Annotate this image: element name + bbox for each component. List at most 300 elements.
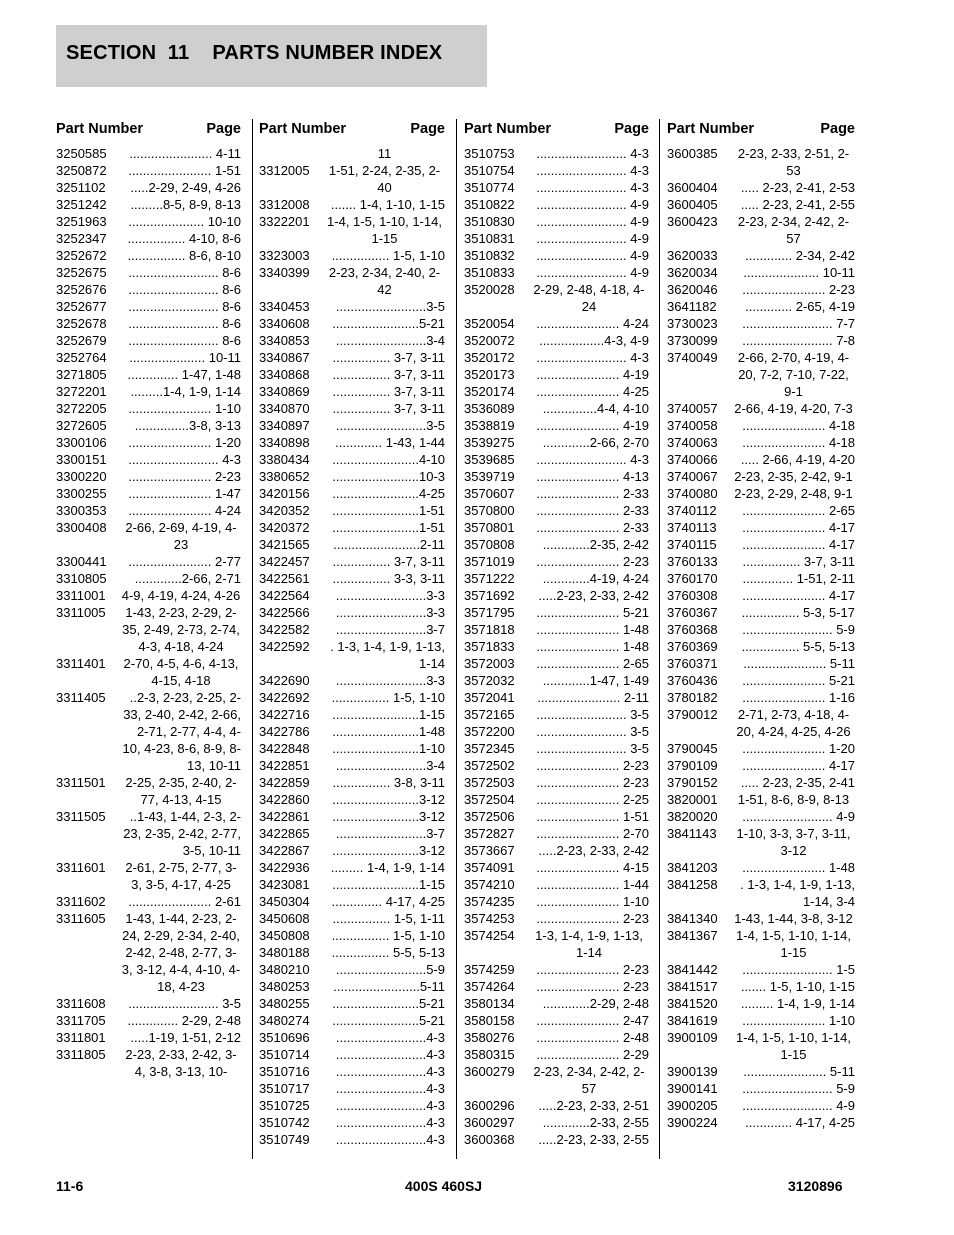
page-references: ............. 2-65, 4-19 (745, 299, 855, 314)
part-number: 3539719 (464, 469, 515, 484)
footer-doc-number: 3120896 (788, 1178, 843, 1194)
page-references: 11 (377, 146, 392, 161)
page-references: ........................5-11 (333, 979, 445, 994)
index-entry (56, 587, 241, 604)
part-number: 3570801 (464, 520, 515, 535)
index-entry (56, 196, 241, 213)
page-references: ......................... 4-9 (536, 214, 649, 229)
part-number: 3571818 (464, 622, 515, 637)
index-entry (464, 417, 649, 434)
page-references: 1-4, 1-5, 1-10, 1-14, 1-15 (736, 928, 851, 960)
page-references: .........................3-3 (335, 588, 445, 603)
part-number: 3312005 (259, 163, 310, 178)
index-entry (464, 757, 649, 774)
page-references: ................ 3-7, 3-11 (332, 384, 445, 399)
page-references: .....1-19, 1-51, 2-12 (130, 1030, 241, 1045)
page-references: ....................... 2-23 (536, 962, 649, 977)
index-entry (464, 995, 649, 1012)
index-entry (259, 1046, 445, 1063)
part-number: 3510831 (464, 231, 515, 246)
part-number: 3311602 (56, 894, 106, 909)
page-references: .............2-29, 2-48 (542, 996, 649, 1011)
index-entry (259, 638, 445, 672)
page-references: ....................... 2-65 (742, 503, 855, 518)
part-number: 3760369 (667, 639, 718, 654)
page-references: .............. 1-51, 2-11 (742, 571, 855, 586)
part-number: 3820001 (667, 792, 718, 807)
part-number: 3422851 (259, 758, 310, 773)
index-entry (667, 757, 855, 774)
index-entry (667, 774, 855, 791)
index-entry (259, 723, 445, 740)
index-entry (259, 315, 445, 332)
index-entry (259, 519, 445, 536)
page-references: ....................... 2-47 (536, 1013, 649, 1028)
page-references: ....................... 2-11 (537, 690, 649, 705)
page-references: ....... 1-4, 1-10, 1-15 (330, 197, 445, 212)
part-number: 3536089 (464, 401, 515, 416)
part-number: 3574091 (464, 860, 515, 875)
index-entry (667, 638, 855, 655)
part-number: 3252675 (56, 265, 107, 280)
part-number: 3422566 (259, 605, 310, 620)
part-number: 3900205 (667, 1098, 718, 1113)
index-column-1 (56, 119, 241, 1080)
part-number: 3271805 (56, 367, 107, 382)
part-number: 3790012 (667, 707, 718, 722)
index-entry (667, 1097, 855, 1114)
part-number: 3760170 (667, 571, 718, 586)
page-references: ......................... 4-9 (536, 248, 649, 263)
index-entry (667, 978, 855, 995)
part-number: 3422582 (259, 622, 310, 637)
part-number: 3311405 (56, 690, 106, 705)
index-entry (667, 179, 855, 196)
page-references: ............. 4-17, 4-25 (745, 1115, 855, 1130)
index-entry (259, 451, 445, 468)
page-heading: Page (410, 121, 445, 137)
part-number: 3571019 (464, 554, 515, 569)
page-references: ........................2-11 (333, 537, 445, 552)
part-number: 3340897 (259, 418, 310, 433)
part-number: 3252672 (56, 248, 107, 263)
part-number: 3539275 (464, 435, 515, 450)
index-entry (667, 791, 855, 808)
index-entry (259, 893, 445, 910)
page-references: 2-66, 2-69, 4-19, 4-23 (125, 520, 237, 552)
page-references: ............. 1-43, 1-44 (335, 435, 445, 450)
index-entry (259, 587, 445, 604)
page-references: 1-3, 1-4, 1-9, 1-13, 1-14 (535, 928, 643, 960)
page-references: 2-71, 2-73, 4-18, 4-20, 4-24, 4-25, 4-26 (736, 707, 851, 739)
index-entry (259, 366, 445, 383)
part-number: 3580276 (464, 1030, 515, 1045)
part-number: 3422716 (259, 707, 310, 722)
part-number: 3572041 (464, 690, 515, 705)
index-entry (464, 672, 649, 689)
index-entry (667, 1029, 855, 1063)
part-number: 3841442 (667, 962, 718, 977)
page-references: ................ 3-7, 3-11 (332, 401, 445, 416)
index-entry (56, 247, 241, 264)
part-number: 3574253 (464, 911, 515, 926)
page-references: ....................... 1-47 (128, 486, 241, 501)
part-number: 3841520 (667, 996, 718, 1011)
page-references: ................ 3-7, 3-11 (332, 554, 445, 569)
index-entry (464, 1097, 649, 1114)
page-references: 2-23, 2-34, 2-40, 2-42 (328, 265, 441, 297)
part-number: 3574210 (464, 877, 515, 892)
part-number: 3480253 (259, 979, 310, 994)
part-number: 3250585 (56, 146, 107, 161)
page-references: ......................... 3-5 (536, 741, 649, 756)
part-number: 3572200 (464, 724, 515, 739)
index-entry (667, 468, 855, 485)
page-references: .....2-23, 2-33, 2-51 (538, 1098, 649, 1113)
page-references: ....................... 2-61 (128, 894, 241, 909)
index-entry (464, 910, 649, 927)
index-column-2 (259, 119, 445, 1148)
page-references: ....................... 4-15 (536, 860, 649, 875)
index-entry (259, 434, 445, 451)
part-number: 3311608 (56, 996, 106, 1011)
part-number: 3841143 (667, 826, 717, 841)
index-entry (56, 281, 241, 298)
part-number: 3272605 (56, 418, 107, 433)
index-entry (464, 689, 649, 706)
part-number: 3570800 (464, 503, 515, 518)
index-entry (667, 655, 855, 672)
page-references: 1-51, 2-24, 2-35, 2-40 (328, 163, 441, 195)
part-number: 3380652 (259, 469, 310, 484)
index-entry (259, 485, 445, 502)
page-references: ....................... 2-65 (536, 656, 649, 671)
column-divider (659, 119, 660, 1159)
index-entry (56, 298, 241, 315)
part-number: 3300151 (56, 452, 107, 467)
index-entry (259, 1012, 445, 1029)
index-entry (259, 332, 445, 349)
page-references: .....2-29, 2-49, 4-26 (130, 180, 241, 195)
index-entry (259, 213, 445, 247)
index-entry (464, 570, 649, 587)
page-references: 1-51, 8-6, 8-9, 8-13 (737, 792, 850, 807)
index-entry (667, 706, 855, 740)
index-entry (259, 162, 445, 196)
part-number: 3510742 (259, 1115, 310, 1130)
page-heading: Page (206, 121, 241, 137)
index-entry (667, 876, 855, 910)
page-references: ......................... 4-3 (536, 163, 649, 178)
part-number: 3620033 (667, 248, 718, 263)
page-references: .....2-23, 2-33, 2-42 (538, 588, 649, 603)
index-entry (667, 298, 855, 315)
index-entry (464, 468, 649, 485)
part-number: 3422848 (259, 741, 310, 756)
index-entry (464, 1046, 649, 1063)
page-references: ........................1-51 (332, 503, 445, 518)
index-entry (259, 910, 445, 927)
index-entry (464, 1114, 649, 1131)
index-entry (259, 298, 445, 315)
index-entry (259, 621, 445, 638)
page-references: ....................... 2-33 (536, 520, 649, 535)
index-entry (667, 604, 855, 621)
index-entry (56, 502, 241, 519)
part-number: 3422561 (259, 571, 310, 586)
index-entry (667, 995, 855, 1012)
page-references: ........................3-12 (332, 809, 445, 824)
index-entry (464, 621, 649, 638)
part-number: 3573667 (464, 843, 515, 858)
page-references: ....................... 2-77 (128, 554, 241, 569)
part-number: 3740058 (667, 418, 718, 433)
part-number: 3322201 (259, 214, 310, 229)
index-entry (464, 706, 649, 723)
page-references: .........................3-3 (335, 605, 445, 620)
part-number: 3450808 (259, 928, 310, 943)
page-references: ................ 1-5, 1-10 (331, 248, 445, 263)
part-number: 3510822 (464, 197, 515, 212)
page-references: 2-23, 2-33, 2-42, 3-4, 3-8, 3-13, 10- (125, 1047, 237, 1079)
page-references: ....................... 1-48 (742, 860, 855, 875)
page-references: ................ 3-7, 3-11 (332, 367, 445, 382)
page-references: ....................... 4-19 (536, 418, 649, 433)
part-number: 3340869 (259, 384, 310, 399)
page-references: .........................4-3 (335, 1115, 445, 1130)
page-references: .............2-66, 2-70 (542, 435, 649, 450)
index-entry (56, 264, 241, 281)
index-entry (259, 808, 445, 825)
page-references: ......... 1-4, 1-9, 1-14 (740, 996, 855, 1011)
index-entry (464, 213, 649, 230)
part-number: 3600385 (667, 146, 718, 161)
part-number: 3422860 (259, 792, 310, 807)
part-number: 3600297 (464, 1115, 515, 1130)
page-references: ....................... 1-48 (536, 639, 649, 654)
part-number: 3620034 (667, 265, 718, 280)
part-number: 3841367 (667, 928, 718, 943)
part-number: 3572345 (464, 741, 515, 756)
page-references: ..... 2-66, 4-19, 4-20 (740, 452, 855, 467)
page-references: ....................... 4-11 (129, 146, 241, 161)
index-entry (259, 264, 445, 298)
page-references: ....................... 4-24 (536, 316, 649, 331)
index-entry (667, 264, 855, 281)
part-number: 3780182 (667, 690, 718, 705)
page-references: .............1-47, 1-49 (542, 673, 649, 688)
index-entry (464, 808, 649, 825)
column-header (667, 119, 855, 145)
index-entry (56, 893, 241, 910)
index-entry (259, 383, 445, 400)
index-entry (464, 553, 649, 570)
part-number: 3422861 (259, 809, 310, 824)
page-references: 2-23, 2-34, 2-42, 2-57 (533, 1064, 645, 1096)
part-number: 3340868 (259, 367, 310, 382)
index-entry (56, 145, 241, 162)
page-references: .........................3-4 (335, 333, 445, 348)
part-number: 3340867 (259, 350, 310, 365)
index-entry (464, 145, 649, 162)
part-number: 3820020 (667, 809, 718, 824)
index-entry (667, 485, 855, 502)
index-entry (259, 536, 445, 553)
index-entry (464, 1029, 649, 1046)
page-references: ..................4-3, 4-9 (539, 333, 649, 348)
index-entry (259, 502, 445, 519)
index-entry (56, 1012, 241, 1029)
part-number: 3510753 (464, 146, 515, 161)
page-references: 4-9, 4-19, 4-24, 4-26 (121, 588, 241, 603)
part-number: 3571222 (464, 571, 515, 586)
page-references: 2-70, 4-5, 4-6, 4-13, 4-15, 4-18 (123, 656, 239, 688)
page-references: ....................... 5-21 (536, 605, 649, 620)
part-number: 3510754 (464, 163, 515, 178)
part-number: 3571795 (464, 605, 515, 620)
part-number: 3422859 (259, 775, 310, 790)
index-entry (259, 1063, 445, 1080)
page-references: ....................... 4-17 (742, 520, 855, 535)
page-references: ....................... 2-29 (536, 1047, 649, 1062)
part-number: 3422692 (259, 690, 310, 705)
page-references: ........................5-21 (332, 1013, 445, 1028)
part-number: 3422564 (259, 588, 310, 603)
index-entry (667, 247, 855, 264)
index-entry (667, 213, 855, 247)
index-entry (667, 1114, 855, 1131)
part-number: 3311705 (56, 1013, 106, 1028)
part-number: 3790045 (667, 741, 718, 756)
part-number: 3300408 (56, 520, 107, 535)
index-entry (56, 774, 241, 808)
page-references: ..1-43, 1-44, 2-3, 2-23, 2-35, 2-42, 2-77, 3-5, 10-11 (123, 809, 241, 858)
part-number: 3422786 (259, 724, 310, 739)
part-number: 3790152 (667, 775, 718, 790)
part-number: 3340453 (259, 299, 310, 314)
index-entry (56, 655, 241, 689)
index-entry (667, 1063, 855, 1080)
index-entry (667, 1080, 855, 1097)
page-references: . 1-3, 1-4, 1-9, 1-13, 1-14, 3-4 (740, 877, 855, 909)
footer-page-number: 11-6 (56, 1178, 84, 1194)
part-number: 3510716 (259, 1064, 310, 1079)
page-references: 1-4, 1-5, 1-10, 1-14, 1-15 (736, 1030, 851, 1062)
page-references: ......................... 4-9 (742, 1098, 855, 1113)
index-entry (464, 604, 649, 621)
part-number: 3310805 (56, 571, 107, 586)
part-number: 3760371 (667, 656, 718, 671)
page-references: 2-23, 2-34, 2-42, 2-57 (737, 214, 850, 246)
page-references: ....................... 2-23 (128, 469, 241, 484)
index-entry (56, 315, 241, 332)
index-entry (464, 179, 649, 196)
index-entry (259, 349, 445, 366)
index-entry (259, 468, 445, 485)
page-references: 2-61, 2-75, 2-77, 3-3, 3-5, 4-17, 4-25 (125, 860, 237, 892)
page-references: ....................... 2-23 (536, 758, 649, 773)
part-number: 3422865 (259, 826, 310, 841)
page-references: ....................... 1-10 (742, 1013, 855, 1028)
part-number: 3252347 (56, 231, 107, 246)
page-references: ................ 5-3, 5-17 (741, 605, 855, 620)
page-references: ....................... 5-21 (742, 673, 855, 688)
part-number: 3251242 (56, 197, 107, 212)
part-number: 3841340 (667, 911, 718, 926)
part-number: 3252676 (56, 282, 107, 297)
index-entry (464, 791, 649, 808)
page-references: ....................... 2-70 (536, 826, 649, 841)
index-entry (56, 604, 241, 655)
index-entry (259, 553, 445, 570)
page-references: ....................... 5-11 (743, 656, 855, 671)
index-entry (259, 400, 445, 417)
index-entry (259, 927, 445, 944)
part-number: 3311505 (56, 809, 106, 824)
index-entry (259, 978, 445, 995)
index-entry (464, 519, 649, 536)
index-entry (667, 1012, 855, 1029)
part-number: 3340399 (259, 265, 310, 280)
part-number: 3510749 (259, 1132, 310, 1147)
index-entry (464, 536, 649, 553)
index-entry (667, 536, 855, 553)
index-entry (464, 723, 649, 740)
page-references: ......................... 8-6 (128, 265, 241, 280)
page-references: ......................... 3-5 (536, 707, 649, 722)
page-references: ......................... 4-3 (536, 180, 649, 195)
index-entry (259, 570, 445, 587)
index-entry (667, 281, 855, 298)
page-references: .........1-4, 1-9, 1-14 (130, 384, 241, 399)
page-references: ......................... 4-9 (536, 197, 649, 212)
page-references: ........................3-12 (332, 843, 445, 858)
page-references: ........................1-10 (332, 741, 445, 756)
page-references: ........................1-51 (332, 520, 445, 535)
index-entry (56, 366, 241, 383)
page-references: 2-23, 2-29, 2-48, 9-1 (734, 486, 853, 501)
part-number: 3421565 (259, 537, 310, 552)
page-references: ......................... 7-7 (742, 316, 855, 331)
page-references: ..................... 10-10 (128, 214, 241, 229)
part-number: 3422690 (259, 673, 310, 688)
index-entry (56, 162, 241, 179)
index-entry (464, 383, 649, 400)
part-number: 3572506 (464, 809, 515, 824)
index-entry (259, 842, 445, 859)
page-references: .........................3-7 (335, 622, 445, 637)
page-references: .............2-66, 2-71 (134, 571, 241, 586)
part-number: 3580158 (464, 1013, 515, 1028)
index-entry (56, 859, 241, 893)
index-entry (259, 145, 445, 162)
part-number: 3340870 (259, 401, 310, 416)
index-entry (667, 825, 855, 859)
page-references: ................ 8-6, 8-10 (127, 248, 241, 263)
index-entry (56, 179, 241, 196)
index-entry (56, 400, 241, 417)
index-entry (464, 400, 649, 417)
part-number: 3572003 (464, 656, 515, 671)
index-entry (667, 740, 855, 757)
page-references: .........................3-7 (335, 826, 445, 841)
index-entry (56, 230, 241, 247)
page-references: ....................... 2-23 (536, 911, 649, 926)
page-references: ................ 3-7, 3-11 (742, 554, 855, 569)
index-entry (464, 349, 649, 366)
page-references: ....................... 4-18 (742, 418, 855, 433)
page-references: ..... 2-23, 2-35, 2-41 (740, 775, 855, 790)
